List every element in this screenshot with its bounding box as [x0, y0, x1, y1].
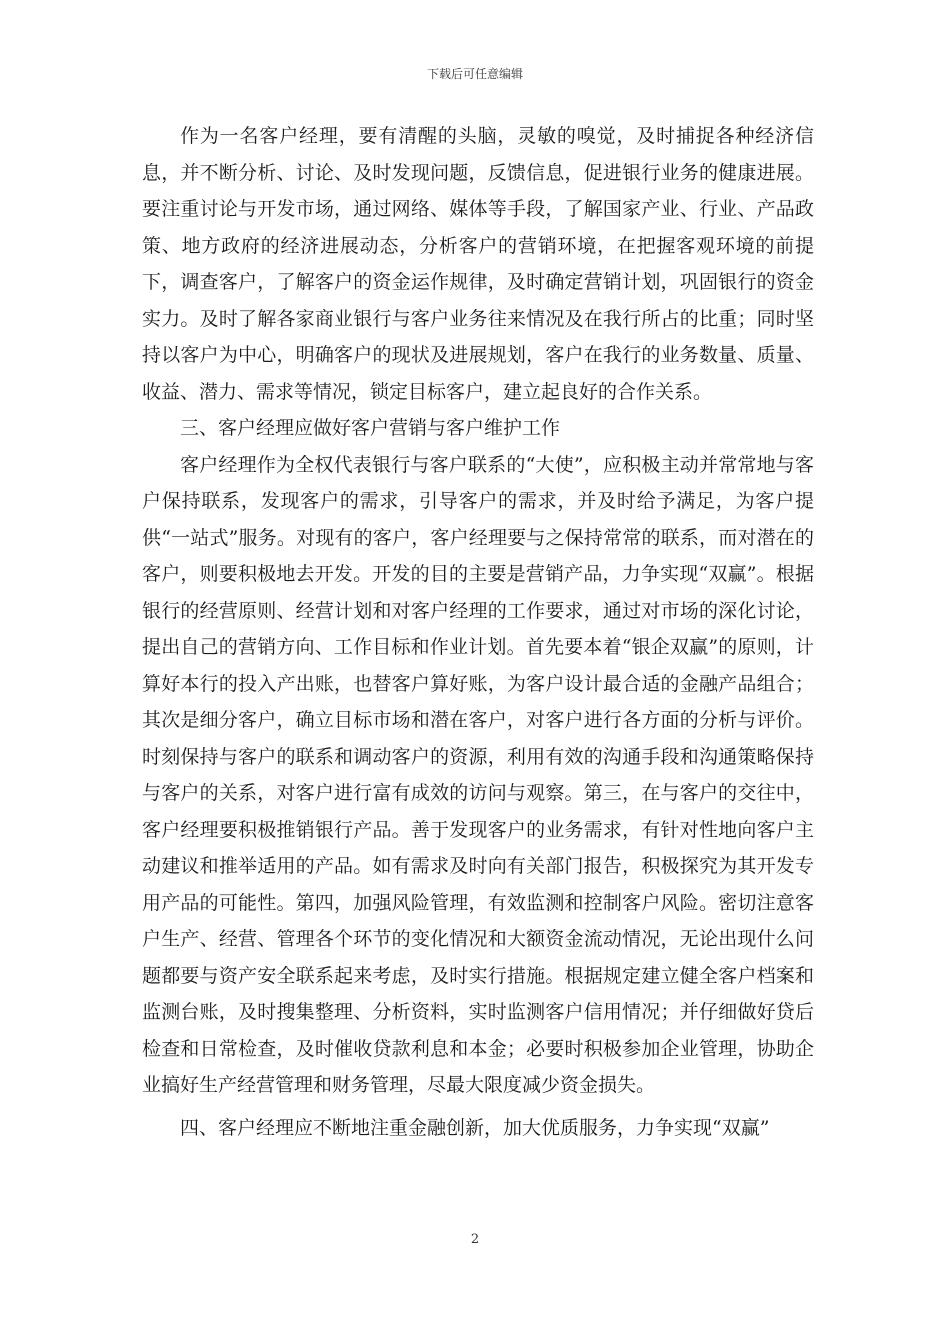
body-paragraph: 客户经理作为全权代表银行与客户联系的“大使”，应积极主动并常常地与客户保持联系，发现客户的需求，引导客户的需求，并及时给予满足，为客户提供“一站式”服务。对现有的客户，客户经理要与之保持常常的联系，而对潜在的客户，则要积极地去开发。开发的目的主要是营销产品，力争实现“双赢”。根据银行的经营原则、经营计划和对客户经理的工作要求，通过对市场的深化讨论，提出自己的营销方向、工作目标和作业计划。首先要本着“银企双赢”的原则，计算好本行的投入产出账，也替客户算好账，为客户设计最合适的金融产品组合；其次是细分客户，确立目标市场和潜在客户，对客户进行各方面的分析与评价。时刻保持与客户的联系和调动客户的资源，利用有效的沟通手段和沟通策略保持与客户的关系，对客户进行富有成效的访问与观察。第三，在与客户的交往中，客户经理要积极推销银行产品。善于发现客户的业务需求，有针对性地向客户主动建议和推举适用的产品。如有需求及时向有关部门报告，积极探究为其开发专用产品的可能性。第四，加强风险管理，有效监测和控制客户风险。密切注意客户生产、经营、管理各个环节的变化情况和大额资金流动情况，无论出现什么问题都要与资产安全联系起来考虑，及时实行措施。根据规定建立健全客户档案和监测台账，及时搜集整理、分析资料，实时监测客户信用情况；并仔细做好贷后检查和日常检查，及时催收贷款利息和本金；必要时积极参加企业管理，协助企业搞好生产经营管理和财务管理，尽最大限度减少资金损失。: [142, 453, 814, 1096]
page-header: 下载后可任意编辑: [426, 67, 523, 81]
section-heading: 四、客户经理应不断地注重金融创新，加大优质服务，力争实现“双赢”: [180, 1116, 770, 1139]
body-paragraph: 作为一名客户经理，要有清醒的头脑，灵敏的嗅觉，及时捕捉各种经济信息，并不断分析、讨论、及时发现问题，反馈信息，促进银行业务的健康进展。要注重讨论与开发市场，通过网络、媒体等手段，了解国家产业、行业、产品政策、地方政府的经济进展动态，分析客户的营销环境，在把握客观环境的前提下，调查客户，了解客户的资金运作规律，及时确定营销计划，巩固银行的资金实力。及时了解各家商业银行与客户业务往来情况及在我行所占的比重；同时坚持以客户为中心，明确客户的现状及进展规划，客户在我行的业务数量、质量、收益、潜力、需求等情况，锁定目标客户，建立起良好的合作关系。: [142, 125, 814, 403]
section-heading: 三、客户经理应做好客户营销与客户维护工作: [180, 417, 561, 439]
document-body: [142, 118, 814, 1146]
page-number: 2: [470, 1232, 480, 1247]
